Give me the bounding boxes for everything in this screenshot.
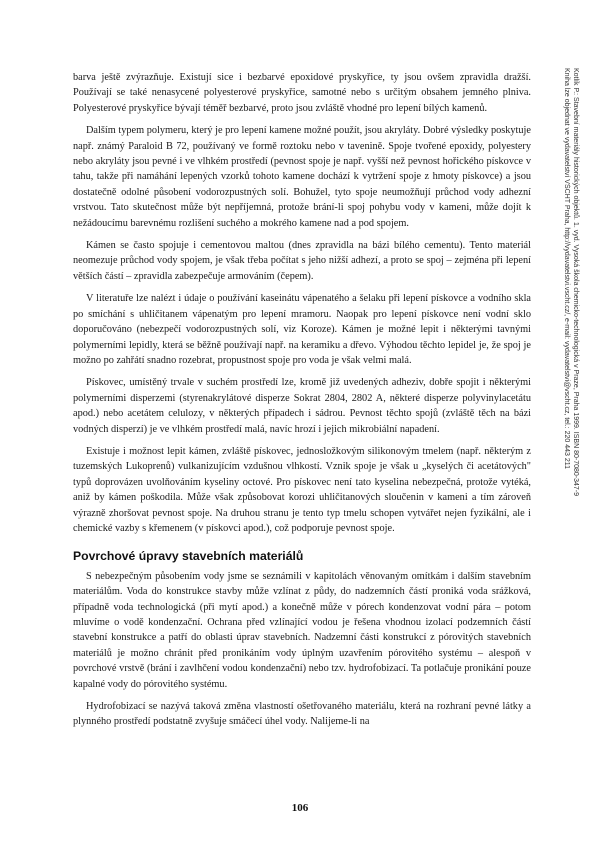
paragraph: S nebezpečným působením vody jsme se seznámili v kapitolách věnovaným omítkám i dalším stavebním materiálům. Voda do konstrukce stavby může vzlínat z půdy, do nadzemních částí proniká voda srážková, případně voda technologická (při mytí apod.) a konečně může v pórech kondenzovat vodní pára – potom mluvíme o vodě kondenzační. Ochrana před vzlínající vodou je řešena vhodnou izolací podzemních částí stavební konstrukce a patří do oblasti úprav stavebních. Nadzemní části konstrukcí z pórovitých stavebních materiálů je možno chránit před pronikáním vody úplným uzavřením pórovitého systému – alespoň v povrchové vrstvě (brání i zavlhčení vodou kondenzační) nebo tzv. hydrofobizací. Ta potlačuje pronikání pouze kapalné vody do pórovitého systému. — [73, 570, 531, 690]
paragraph: Pískovec, umístěný trvale v suchém prostředí lze, kromě již uvedených adheziv, dobře spojit i některými polymerními disperzemi (styrenakrylátové disperze Sokrat 2804, 2802 A, některé disperze polyvinylacetátu apod.) nebo acetátem celulozy, v některých případech i sádrou. Pevnost těchto spojů (zvláště těch na bázi vodných disperzí) je ve vlhkém prostředí malá, navíc hrozí i jejich mikrobiální napadení. — [73, 377, 531, 435]
side-note-line: Kniha lze objednat ve vydavatelství VŠCHT Praha, http://vydavatelstvi.vscht.cz/, e-mail: vydavatelstvi@vscht.cz, tel.: 220 443 211 — [563, 68, 570, 469]
paragraph: Dalším typem polymeru, který je pro lepení kamene možné použít, jsou akryláty. Dobré výsledky poskytuje např. známý Paraloid B 72, používaný ve formě roztoku nebo v tavenině. Spoje tvořené epoxidy, polyestery nebo akryláty jsou pevné i ve vlhkém prostředí (pevnost spoje je např. vyšší než pevnost hořického pískovce v tahu, takže při namáhání lepených vzorků tohoto kamene dochází k vytržení spoje z hmoty pískovce) a jsou dostatečně odolné působení vodorozpustných solí. Bohužel, tyto spoje neumožňují průchod vody adhezní vrstvou. Tato skutečnost může být nepříjemná, protože brání-li spoj pohybu vody v kameni, může dojít k nežádoucímu barevnému rozlišení suchého a mokrého kamene nad a pod spojem. — [73, 125, 531, 229]
section-heading: Povrchové úpravy stavebních materiálů — [73, 549, 304, 564]
paragraph: V literatuře lze nalézt i údaje o používání kaseinátu vápenatého a šelaku při lepení pískovce a vodního skla po smíchání s uhličitanem vápenatým pro lepení mramoru. Naopak pro lepení pískovce není vodní sklo doporučováno (nebezpečí vodorozpustných solí, viz Koroze). Kámen je možné lepit i některými tavnými polymerními lepidly, která se běžně používají např. na keramiku a dřevo. Výhodou těchto lepidel je, že spoj je možno po zahřátí snadno rozebrat, propustnost spoje pro voda je však velmi malá. — [73, 293, 531, 366]
paragraph: barva ještě zvýrazňuje. Existují sice i bezbarvé epoxidové pryskyřice, ty jsou ovšem zpravidla dražší. Používají se také nenasycené polyesterové pryskyřice, samotné nebo s určitým obsahem jemného plniva. Polyesterové pryskyřice bývají téměř bezbarvé, proto jsou zvláště vhodné pro lepení bílých kamenů. — [73, 72, 531, 114]
side-note — [562, 68, 580, 588]
paragraph: Existuje i možnost lepit kámen, zvláště pískovec, jednosložkovým silikonovým tmelem (např. některým z tuzemských Lukoprenů) vulkanizujícím vzdušnou vlhkostí. Vznik spoje je však u „kyselých či acetátových" typů doprovázen uvolňováním kyseliny octové. Pro pískovec není tato kyselina nebezpečná, protože vytéká, aniž by kámen poškodila. Může však způsobovat korozi uhličitanových sloučenin v kameni a tím zároveň výrazně zhoršovat pevnost spoje. Na druhou stranu je tento typ tmelu schopen vytvářet nejen fyzikální, ale i chemické vazby s křemenem (v pískovci apod.), což podporuje pevnost spoje. — [73, 445, 531, 534]
paragraph: Hydrofobizací se nazývá taková změna vlastností ošetřovaného materiálu, která na rozhraní pevné látky a plynného prostředí podstatně zvyšuje smáčecí úhel vody. Nalijeme-li na — [73, 701, 531, 728]
side-note-line: Kotlík P.: Stavební materiály historických objektů. 1. vyd. Vysoká škola chemicko-technologická v Praze, Praha 1999. ISBN 80-7080-347-9 — [572, 68, 579, 496]
body-text — [73, 70, 531, 737]
page-number: 106 — [291, 802, 309, 814]
paragraph: Kámen se často spojuje i cementovou maltou (dnes zpravidla na bázi bílého cementu). Tento materiál neomezuje průchod vody spojem, je však třeba počítat s jeho nižší adhezí, a proto se spoj – zejména při lepení větších částí – zpravidla zabezpečuje armováním (čepem). — [73, 240, 531, 282]
